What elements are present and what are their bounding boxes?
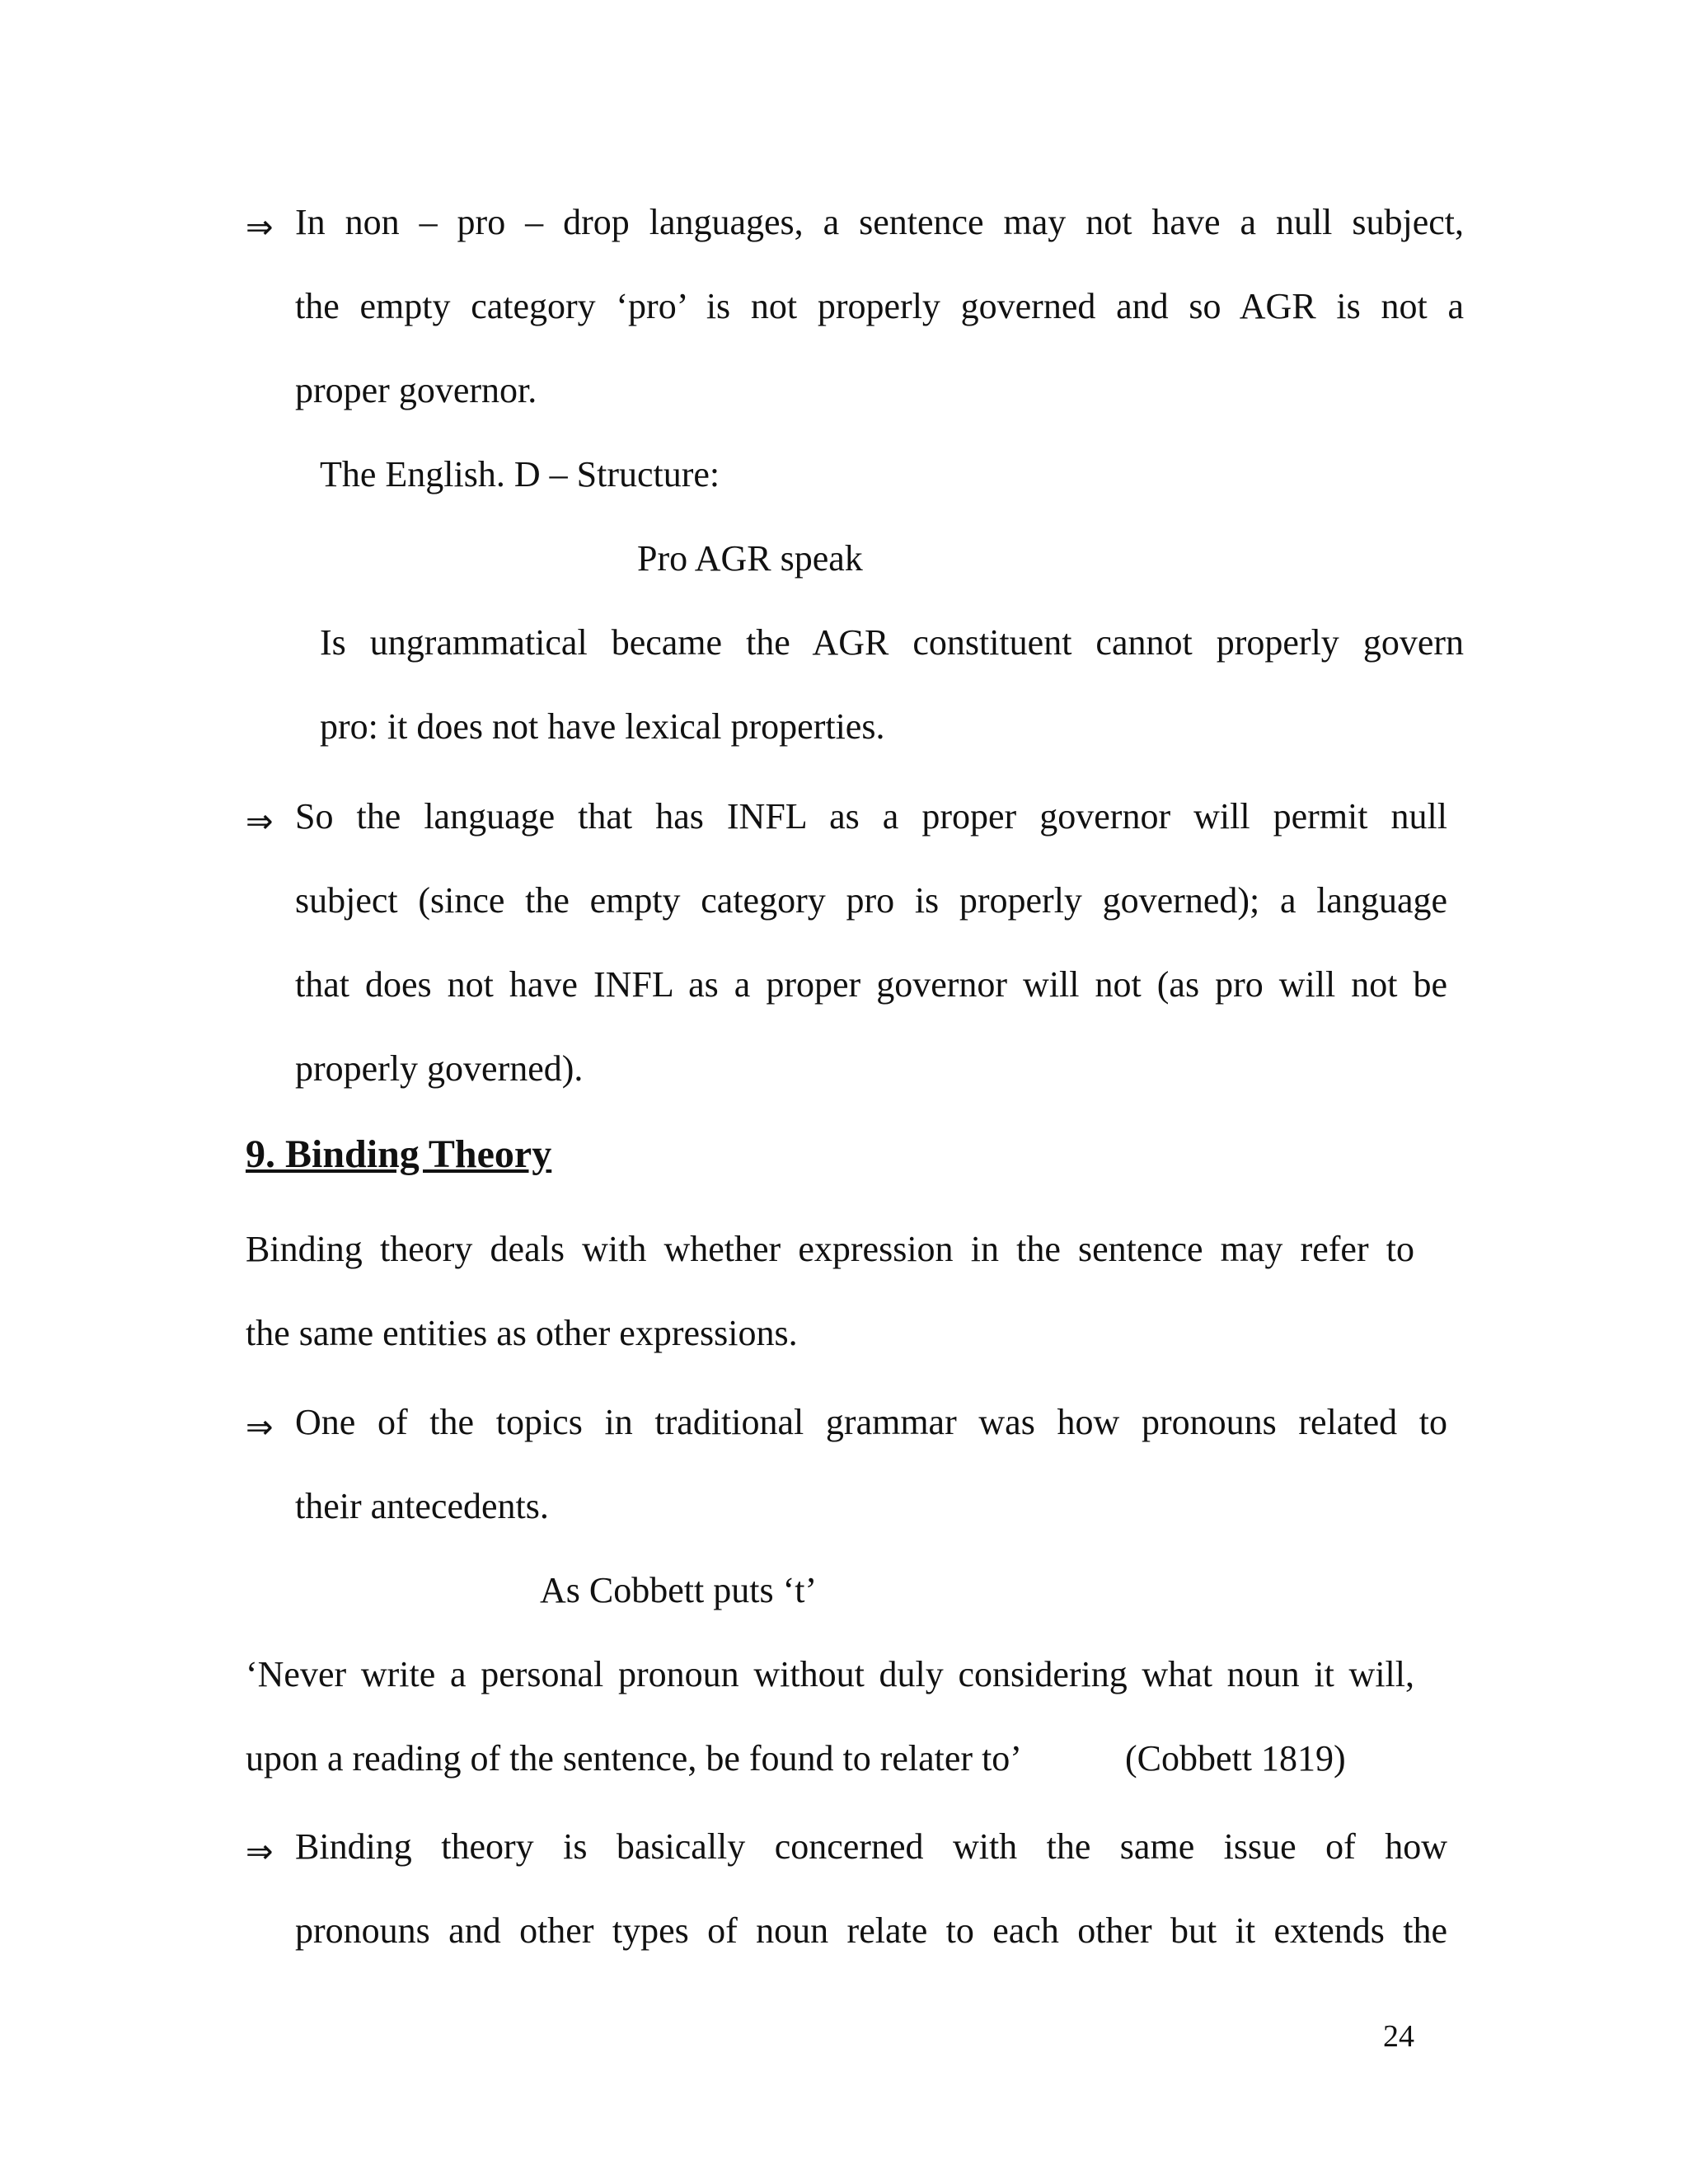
page-number: 24 (1383, 2019, 1414, 2054)
bullet-arrow-icon: ⇒ (246, 209, 274, 246)
example-explain-line1: Is ungrammatical became the AGR constituent cannot properly govern (320, 622, 1464, 663)
paragraph1-line2: the same entities as other expressions. (246, 1313, 798, 1353)
quote-intro: As Cobbett puts ‘t’ (540, 1570, 818, 1610)
example-sentence: Pro AGR speak (637, 538, 863, 579)
bullet-arrow-icon: ⇒ (246, 1833, 274, 1871)
example-intro: The English. D – Structure: (320, 454, 720, 494)
quote-line1: ‘Never write a personal pronoun without duly considering what noun it will, (246, 1654, 1414, 1694)
bullet-arrow-icon: ⇒ (246, 803, 274, 841)
bullet2-line4: properly governed). (295, 1048, 584, 1089)
bullet3-line1: One of the topics in traditional grammar was how pronouns related to (295, 1402, 1447, 1442)
quote-citation: (Cobbett 1819) (1125, 1738, 1346, 1779)
bullet1-line1: In non – pro – drop languages, a sentence may not have a null subject, (295, 202, 1464, 242)
bullet2-line2: subject (since the empty category pro is properly governed); a language (295, 880, 1447, 921)
bullet4-line2: pronouns and other types of noun relate to each other but it extends the (295, 1910, 1447, 1951)
example-explain-line2: pro: it does not have lexical properties. (320, 706, 885, 747)
bullet1-line3: proper governor. (295, 370, 537, 410)
bullet2-line3: that does not have INFL as a proper governor will not (as pro will not be (295, 964, 1447, 1005)
bullet1-line2: the empty category ‘pro’ is not properly governed and so AGR is not a (295, 286, 1464, 326)
bullet2-line1: So the language that has INFL as a proper governor will permit null (295, 796, 1447, 837)
bullet-arrow-icon: ⇒ (246, 1408, 274, 1446)
bullet3-line2: their antecedents. (295, 1486, 549, 1526)
quote-line2: upon a reading of the sentence, be found to relater to’ (246, 1738, 1022, 1779)
paragraph1-line1: Binding theory deals with whether expression in the sentence may refer to (246, 1229, 1414, 1269)
bullet4-line1: Binding theory is basically concerned with the same issue of how (295, 1826, 1447, 1867)
section-heading: 9. Binding Theory (246, 1132, 552, 1176)
